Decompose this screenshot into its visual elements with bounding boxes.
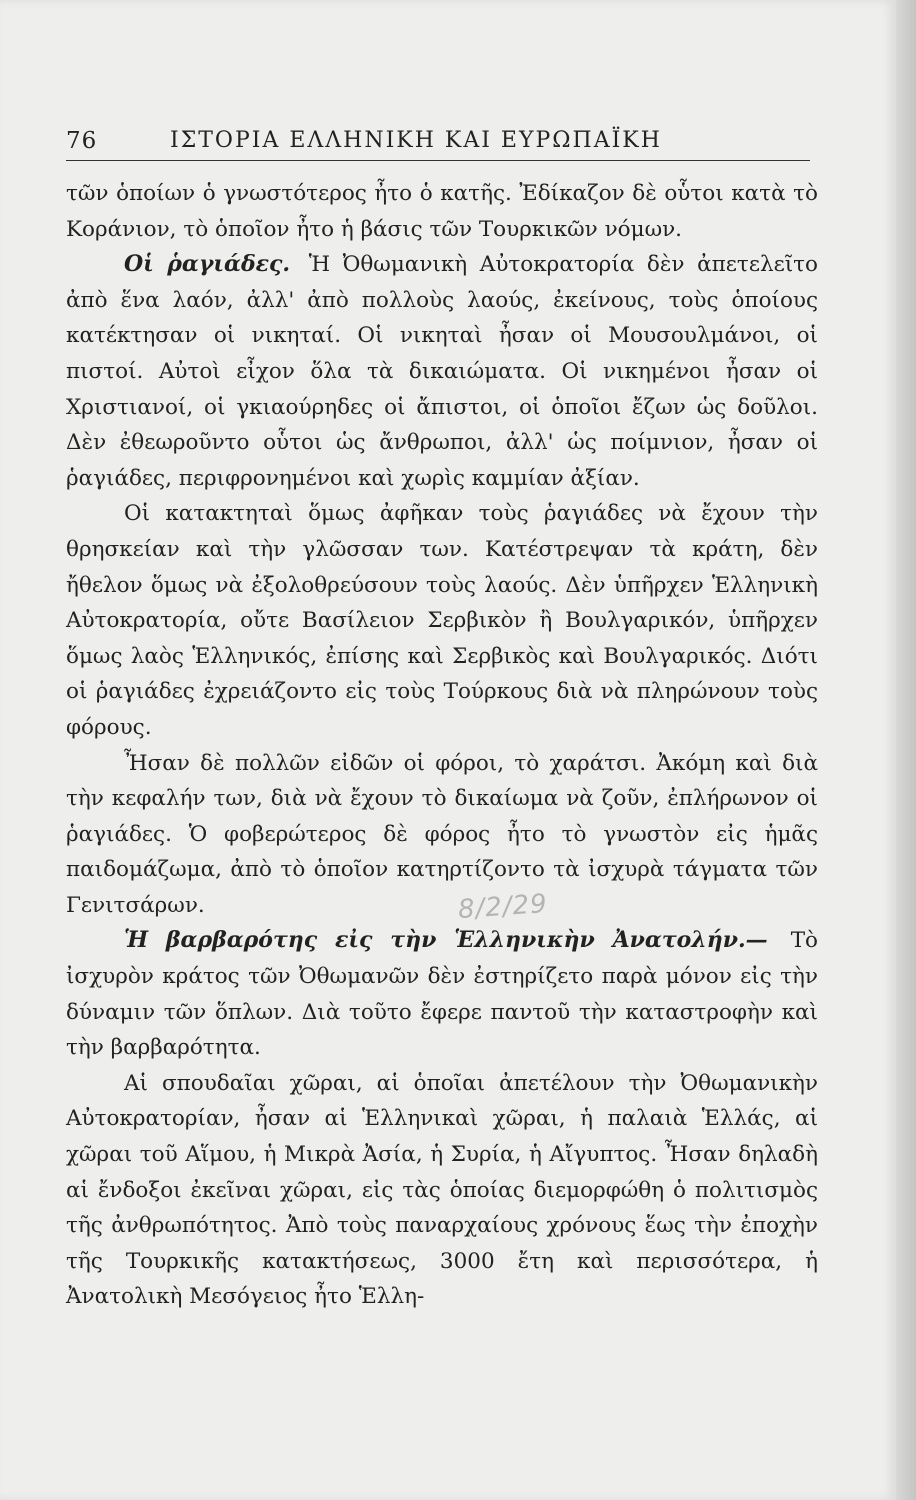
running-title: ΙΣΤΟΡΙΑ ΕΛΛΗΝΙΚΗ ΚΑΙ ΕΥΡΩΠΑΪΚΗ: [170, 128, 662, 153]
page-header: [66, 126, 810, 161]
paragraph-3: [66, 496, 818, 745]
paragraph-text: Τὸ ἰσχυρὸν κράτος τῶν Ὀθωμανῶν δὲν ἐστηρίζετο παρὰ μόνον εἰς τὴν δύναμιν τῶν ὅπλων. Διὰ τοῦτο ἔφερε παντοῦ τὴν καταστροφὴν καὶ τὴν βαρβαρότητα.: [66, 928, 818, 1061]
paragraph-5: [66, 923, 818, 1065]
section-heading-ragiades: Οἱ ῥαγιάδες.: [124, 251, 291, 278]
paragraph-2: [66, 247, 818, 496]
paragraph-text: τῶν ὁποίων ὁ γνωστότερος ἦτο ὁ κατῆς. Ἐδίκαζον δὲ οὗτοι κατὰ τὸ Κοράνιον, τὸ ὁποῖον ἦτο ἡ βάσις τῶν Τουρκικῶν νόμων.: [66, 181, 818, 242]
page-edge: [896, 0, 916, 1500]
page-number: 76: [66, 128, 98, 154]
paragraph-text: Οἱ κατακτηταὶ ὅμως ἀφῆκαν τοὺς ῥαγιάδες νὰ ἔχουν τὴν θρησκείαν καὶ τὴν γλῶσσαν των. Κατέστρεψαν τὰ κράτη, δὲν ἤθελον ὅμως νὰ ἐξολοθρεύσουν τοὺς λαούς. Δὲν ὑπῆρχεν Ἑλληνικὴ Αὐτοκρατορία, οὔτε Βασίλειον Σερβικὸν ἢ Βουλγαρικόν, ὑπῆρχεν ὅμως λαὸς Ἑλληνικός, ἐπίσης καὶ Σερβικὸς καὶ Βουλγαρικός. Διότι οἱ ῥαγιάδες ἐχρειάζοντο εἰς τοὺς Τούρκους διὰ νὰ πληρώνουν τοὺς φόρους.: [66, 501, 818, 740]
body-text: [66, 176, 818, 1315]
paragraph-1: [66, 176, 818, 247]
paragraph-4: [66, 746, 818, 924]
paragraph-text: Αἱ σπουδαῖαι χῶραι, αἱ ὁποῖαι ἀπετέλουν τὴν Ὀθωμανικὴν Αὐτοκρατορίαν, ἦσαν αἱ Ἑλληνικαὶ χῶραι, ἡ παλαιὰ Ἑλλάς, αἱ χῶραι τοῦ Αἵμου, ἡ Μικρὰ Ἀσία, ἡ Συρία, ἡ Αἴγυπτος. Ἦσαν δηλαδὴ αἱ ἔνδοξοι ἐκεῖναι χῶραι, εἰς τὰς ὁποίας διεμορφώθη ὁ πολιτισμὸς τῆς ἀνθρωπότητος. Ἀπὸ τοὺς παναρχαίους χρόνους ἕως τὴν ἐποχὴν τῆς Τουρκικῆς κατακτήσεως, 3000 ἔτη καὶ περισσότερα, ἡ Ἀνατολικὴ Μεσόγειος ἦτο Ἑλλη-: [66, 1070, 818, 1310]
paragraph-text: Ἦσαν δὲ πολλῶν εἰδῶν οἱ φόροι, τὸ χαράτσι. Ἀκόμη καὶ διὰ τὴν κεφαλήν των, διὰ νὰ ἔχουν τὸ δικαίωμα νὰ ζοῦν, ἐπλήρωνον οἱ ῥαγιάδες. Ὁ φοβερώτερος δὲ φόρος ἦτο τὸ γνωστὸν εἰς ἡμᾶς παιδομάζωμα, ἀπὸ τὸ ὁποῖον κατηρτίζοντο τὰ ἰσχυρὰ τάγματα τῶν Γενιτσάρων.: [66, 750, 818, 918]
paragraph-6: [66, 1066, 818, 1315]
paragraph-text: Ἡ Ὀθωμανικὴ Αὐτοκρατορία δὲν ἀπετελεῖτο ἀπὸ ἕνα λαόν, ἀλλ' ἀπὸ πολλοὺς λαούς, ἐκείνους, τοὺς ὁποίους κατέκτησαν οἱ νικηταί. Οἱ νικηταὶ ἦσαν οἱ Μουσουλμάνοι, οἱ πιστοί. Αὐτοὶ εἶχον ὅλα τὰ δικαιώματα. Οἱ νικημένοι ἦσαν οἱ Χριστιανοί, οἱ γκιαούρηδες οἱ ἄπιστοι, οἱ ὁποῖοι ἔζων ὡς δοῦλοι. Δὲν ἐθεωροῦντο οὗτοι ὡς ἄνθρωποι, ἀλλ' ὡς ποίμνιον, ἦσαν οἱ ῥαγιάδες, περιφρονημένοι καὶ χωρὶς καμμίαν ἀξίαν.: [66, 252, 818, 491]
pencil-date-annotation: 8/2/29: [457, 888, 549, 926]
section-heading-barbarity: Ἡ βαρβαρότης εἰς τὴν Ἑλληνικὴν Ἀνατολήν.—: [124, 927, 768, 954]
